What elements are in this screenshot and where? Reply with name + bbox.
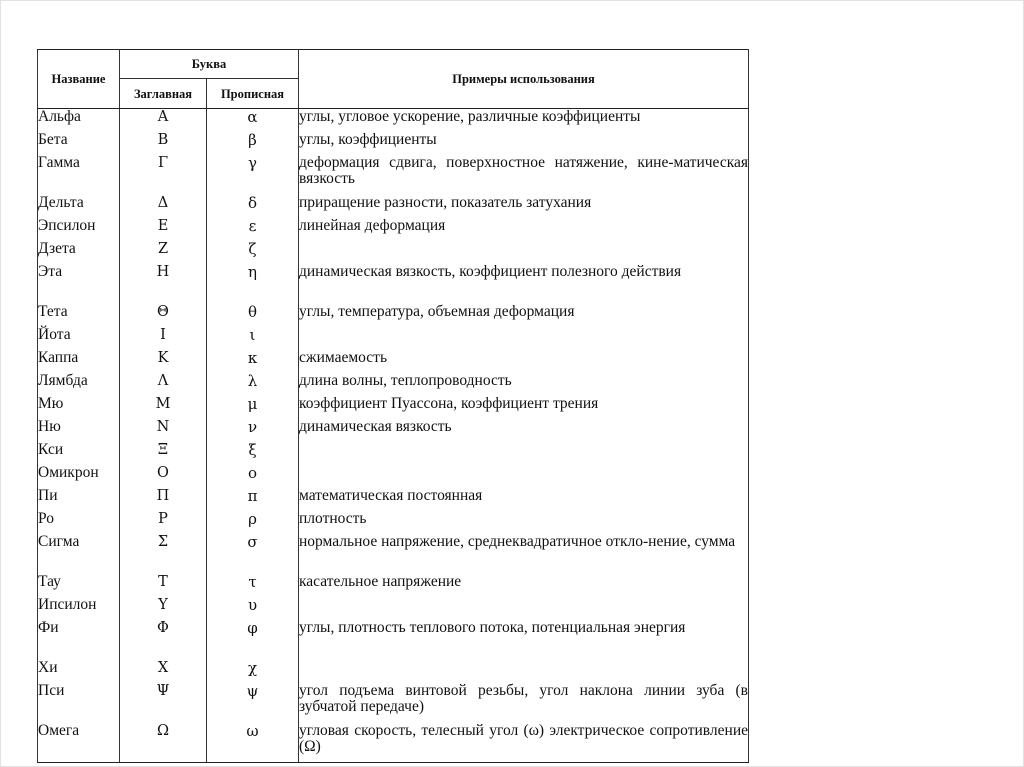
- lowercase-letter-cell: γ: [207, 155, 299, 195]
- table-row: [38, 620, 749, 660]
- capital-letter-cell: Ι: [120, 327, 207, 350]
- capital-letter-cell: Ρ: [120, 511, 207, 534]
- lowercase-letter-cell: ψ: [207, 683, 299, 723]
- usage-examples-cell: деформация сдвига, поверхностное натяжение, кине-матическая вязкость: [299, 155, 749, 195]
- lowercase-letter-cell: ξ: [207, 442, 299, 465]
- lowercase-letter-cell: ω: [207, 723, 299, 763]
- header-lower: Прописная: [207, 79, 299, 109]
- capital-letter-cell: Ω: [120, 723, 207, 763]
- lowercase-letter-cell: ε: [207, 218, 299, 241]
- letter-name-cell: Ро: [38, 511, 120, 534]
- capital-letter-cell: Υ: [120, 597, 207, 620]
- table-row: [38, 304, 749, 327]
- capital-letter-cell: Ο: [120, 465, 207, 488]
- usage-examples-cell: [299, 327, 749, 350]
- table-row: [38, 574, 749, 597]
- lowercase-letter-cell: κ: [207, 350, 299, 373]
- usage-examples-cell: динамическая вязкость, коэффициент полезного действия: [299, 264, 749, 304]
- lowercase-letter-cell: θ: [207, 304, 299, 327]
- table-row: [38, 683, 749, 723]
- lowercase-letter-cell: η: [207, 264, 299, 304]
- letter-name-cell: Хи: [38, 660, 120, 683]
- capital-letter-cell: Θ: [120, 304, 207, 327]
- capital-letter-cell: Ν: [120, 419, 207, 442]
- greek-alphabet-table: [37, 49, 749, 763]
- usage-examples-cell: нормальное напряжение, среднеквадратичное откло-нение, сумма: [299, 534, 749, 574]
- table-row: [38, 327, 749, 350]
- capital-letter-cell: Τ: [120, 574, 207, 597]
- table-row: [38, 350, 749, 373]
- table-row: [38, 597, 749, 620]
- lowercase-letter-cell: χ: [207, 660, 299, 683]
- lowercase-letter-cell: π: [207, 488, 299, 511]
- usage-examples-cell: математическая постоянная: [299, 488, 749, 511]
- letter-name-cell: Каппа: [38, 350, 120, 373]
- header-capital: Заглавная: [120, 79, 207, 109]
- usage-examples-cell: приращение разности, показатель затухания: [299, 195, 749, 218]
- capital-letter-cell: Β: [120, 132, 207, 155]
- capital-letter-cell: Ε: [120, 218, 207, 241]
- letter-name-cell: Мю: [38, 396, 120, 419]
- table-row: [38, 488, 749, 511]
- letter-name-cell: Йота: [38, 327, 120, 350]
- table-row: [38, 195, 749, 218]
- usage-examples-cell: сжимаемость: [299, 350, 749, 373]
- capital-letter-cell: Λ: [120, 373, 207, 396]
- capital-letter-cell: Ξ: [120, 442, 207, 465]
- letter-name-cell: Омега: [38, 723, 120, 763]
- usage-examples-cell: [299, 442, 749, 465]
- lowercase-letter-cell: λ: [207, 373, 299, 396]
- header-name: Название: [38, 50, 120, 109]
- usage-examples-cell: углы, коэффициенты: [299, 132, 749, 155]
- usage-examples-cell: [299, 597, 749, 620]
- capital-letter-cell: Δ: [120, 195, 207, 218]
- table-row: [38, 373, 749, 396]
- table-row: [38, 419, 749, 442]
- lowercase-letter-cell: σ: [207, 534, 299, 574]
- letter-name-cell: Эта: [38, 264, 120, 304]
- table-row: [38, 660, 749, 683]
- header-examples: Примеры использования: [299, 50, 749, 109]
- table-row: [38, 442, 749, 465]
- capital-letter-cell: Η: [120, 264, 207, 304]
- capital-letter-cell: Α: [120, 109, 207, 132]
- capital-letter-cell: Χ: [120, 660, 207, 683]
- capital-letter-cell: Π: [120, 488, 207, 511]
- capital-letter-cell: Φ: [120, 620, 207, 660]
- letter-name-cell: Тау: [38, 574, 120, 597]
- letter-name-cell: Ню: [38, 419, 120, 442]
- letter-name-cell: Лямбда: [38, 373, 120, 396]
- usage-examples-cell: [299, 660, 749, 683]
- capital-letter-cell: Σ: [120, 534, 207, 574]
- table-row: [38, 218, 749, 241]
- usage-examples-cell: коэффициент Пуассона, коэффициент трения: [299, 396, 749, 419]
- usage-examples-cell: углы, плотность теплового потока, потенциальная энергия: [299, 620, 749, 660]
- table-row: [38, 132, 749, 155]
- letter-name-cell: Кси: [38, 442, 120, 465]
- lowercase-letter-cell: α: [207, 109, 299, 132]
- lowercase-letter-cell: ρ: [207, 511, 299, 534]
- table-row: [38, 155, 749, 195]
- usage-examples-cell: [299, 241, 749, 264]
- header-letter: Буква: [120, 50, 299, 79]
- letter-name-cell: Альфа: [38, 109, 120, 132]
- usage-examples-cell: касательное напряжение: [299, 574, 749, 597]
- usage-examples-cell: углы, угловое ускорение, различные коэффициенты: [299, 109, 749, 132]
- letter-name-cell: Сигма: [38, 534, 120, 574]
- usage-examples-cell: линейная деформация: [299, 218, 749, 241]
- capital-letter-cell: Κ: [120, 350, 207, 373]
- letter-name-cell: Тета: [38, 304, 120, 327]
- capital-letter-cell: Ψ: [120, 683, 207, 723]
- usage-examples-cell: [299, 465, 749, 488]
- table-row: [38, 723, 749, 763]
- lowercase-letter-cell: φ: [207, 620, 299, 660]
- lowercase-letter-cell: υ: [207, 597, 299, 620]
- lowercase-letter-cell: ζ: [207, 241, 299, 264]
- lowercase-letter-cell: ι: [207, 327, 299, 350]
- lowercase-letter-cell: ο: [207, 465, 299, 488]
- table-row: [38, 534, 749, 574]
- usage-examples-cell: динамическая вязкость: [299, 419, 749, 442]
- capital-letter-cell: Ζ: [120, 241, 207, 264]
- letter-name-cell: Пи: [38, 488, 120, 511]
- capital-letter-cell: Μ: [120, 396, 207, 419]
- table-row: [38, 109, 749, 132]
- usage-examples-cell: плотность: [299, 511, 749, 534]
- letter-name-cell: Омикрон: [38, 465, 120, 488]
- letter-name-cell: Фи: [38, 620, 120, 660]
- letter-name-cell: Дзета: [38, 241, 120, 264]
- lowercase-letter-cell: β: [207, 132, 299, 155]
- lowercase-letter-cell: τ: [207, 574, 299, 597]
- letter-name-cell: Пси: [38, 683, 120, 723]
- usage-examples-cell: угол подъема винтовой резьбы, угол наклона линии зуба (в зубчатой передаче): [299, 683, 749, 723]
- usage-examples-cell: углы, температура, объемная деформация: [299, 304, 749, 327]
- letter-name-cell: Гамма: [38, 155, 120, 195]
- table-row: [38, 241, 749, 264]
- letter-name-cell: Ипсилон: [38, 597, 120, 620]
- lowercase-letter-cell: ν: [207, 419, 299, 442]
- lowercase-letter-cell: μ: [207, 396, 299, 419]
- table-row: [38, 264, 749, 304]
- table-row: [38, 396, 749, 419]
- capital-letter-cell: Γ: [120, 155, 207, 195]
- table-row: [38, 465, 749, 488]
- usage-examples-cell: угловая скорость, телесный угол (ω) электрическое сопротивление (Ω): [299, 723, 749, 763]
- table-row: [38, 511, 749, 534]
- letter-name-cell: Дельта: [38, 195, 120, 218]
- letter-name-cell: Бета: [38, 132, 120, 155]
- lowercase-letter-cell: δ: [207, 195, 299, 218]
- letter-name-cell: Эпсилон: [38, 218, 120, 241]
- usage-examples-cell: длина волны, теплопроводность: [299, 373, 749, 396]
